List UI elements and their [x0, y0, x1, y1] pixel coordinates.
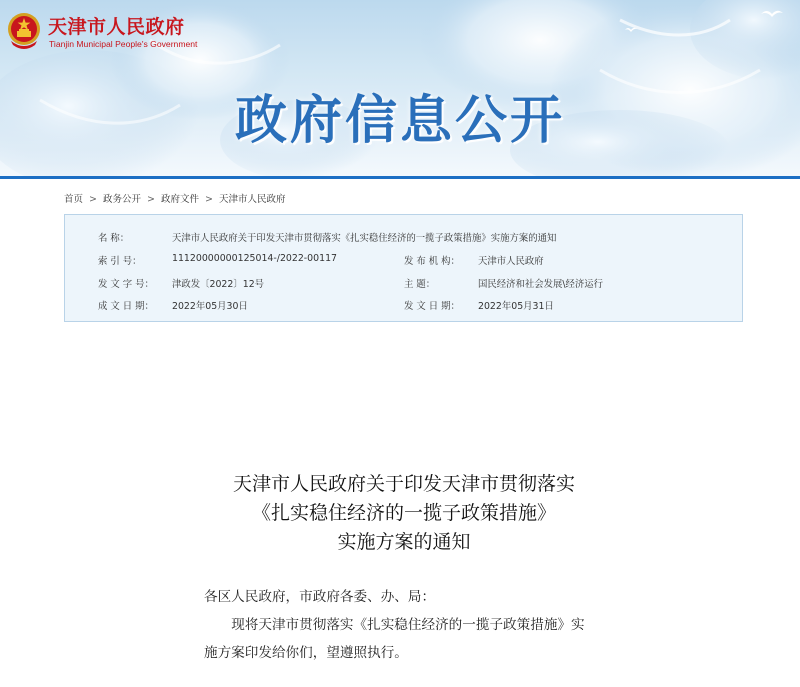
- document-body: [204, 583, 614, 667]
- subject-label: 主 题：: [404, 279, 436, 290]
- document-title-line: 《扎实稳住经济的一揽子政策措施》: [251, 502, 556, 524]
- index-label: 索 引 号：: [98, 256, 142, 267]
- document-paragraph-line: 现将天津市贯彻落实《扎实稳住经济的一揽子政策措施》实: [231, 617, 585, 633]
- subject-value: 国民经济和社会发展\经济运行: [478, 279, 604, 290]
- publisher-value: 天津市人民政府: [478, 256, 544, 267]
- document-salutation: 各区人民政府，市政府各委、办、局：: [204, 589, 436, 605]
- banner-title: 政府信息公开: [234, 91, 565, 151]
- breadcrumb-home[interactable]: 首页: [64, 194, 84, 205]
- document-title-line: 天津市人民政府关于印发天津市贯彻落实: [232, 473, 575, 495]
- issued-value: 2022年05月31日: [478, 301, 554, 312]
- banner-divider: [0, 176, 800, 179]
- logo-title-cn: 天津市人民政府: [48, 16, 185, 38]
- breadcrumb: [64, 191, 285, 205]
- docno-value: 津政发〔2022〕12号: [172, 279, 265, 290]
- document-title: [200, 470, 608, 557]
- document-paragraph-line: 施方案印发给你们，望遵照执行。: [204, 645, 408, 661]
- breadcrumb-separator: >: [204, 194, 213, 205]
- breadcrumb-tianjin-gov[interactable]: 天津市人民政府: [218, 194, 286, 205]
- header-banner: [0, 0, 800, 178]
- breadcrumb-separator: >: [147, 194, 155, 205]
- document-info-box: [64, 214, 743, 322]
- created-label: 成 文 日 期：: [98, 301, 154, 312]
- name-label: 名 称：: [98, 233, 130, 244]
- created-value: 2022年05月30日: [172, 301, 248, 312]
- breadcrumb-separator: >: [89, 194, 97, 205]
- national-emblem-icon: [6, 11, 42, 51]
- site-logo[interactable]: [6, 10, 216, 54]
- bird-icon: [760, 8, 784, 20]
- publisher-label: 发 布 机 构：: [404, 256, 460, 267]
- issued-label: 发 文 日 期：: [404, 301, 460, 312]
- bird-icon: [624, 26, 638, 34]
- docno-label: 发 文 字 号：: [98, 279, 154, 290]
- logo-title-en: Tianjin Municipal People's Government: [49, 39, 198, 49]
- name-value: 天津市人民政府关于印发天津市贯彻落实《扎实稳住经济的一揽子政策措施》实施方案的通知: [172, 233, 557, 244]
- index-value: 11120000000125014-/2022-00117: [172, 253, 338, 264]
- breadcrumb-gov-documents[interactable]: 政府文件: [160, 194, 199, 205]
- document-title-line: 实施方案的通知: [337, 531, 471, 553]
- breadcrumb-gov-affairs[interactable]: 政务公开: [102, 194, 141, 205]
